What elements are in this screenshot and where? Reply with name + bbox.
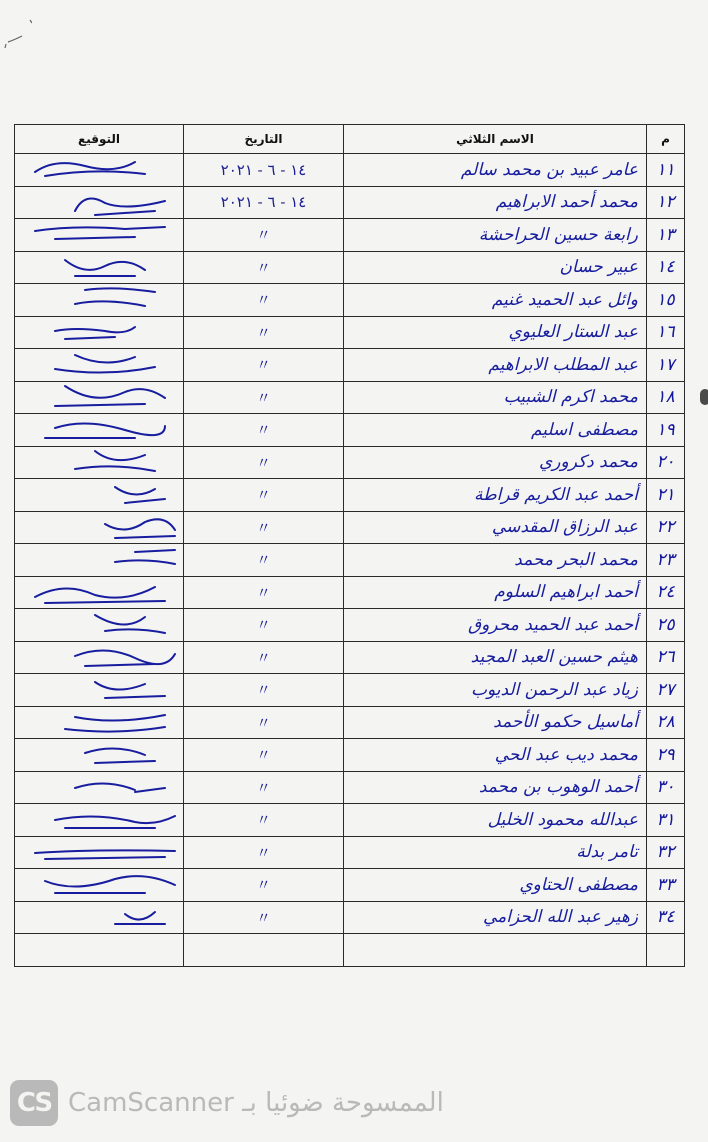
row-full-name: محمد أحمد الابراهيم [344, 186, 647, 219]
handwritten-signature [15, 576, 184, 609]
row-signature [15, 609, 184, 642]
row-signature [15, 804, 184, 837]
row-number: ١١ [647, 154, 685, 187]
handwritten-signature [15, 901, 184, 934]
row-number: ١٥ [647, 284, 685, 317]
row-signature [15, 771, 184, 804]
row-number: ٣٢ [647, 836, 685, 869]
row-date: 〃 [184, 576, 344, 609]
table-row [15, 674, 685, 707]
row-full-name: هيثم حسين العبد المجيد [344, 641, 647, 674]
signature-sheet-table [14, 124, 685, 967]
row-signature [15, 446, 184, 479]
table-row [15, 739, 685, 772]
header-number: م [647, 125, 685, 154]
row-number: ٣١ [647, 804, 685, 837]
handwritten-signature [15, 869, 184, 902]
row-full-name: عامر عبيد بن محمد سالم [344, 154, 647, 187]
row-date: 〃 [184, 381, 344, 414]
row-number: ٢٨ [647, 706, 685, 739]
table-row [15, 836, 685, 869]
row-signature [15, 284, 184, 317]
row-date: 〃 [184, 641, 344, 674]
table-row [15, 349, 685, 382]
table-row [15, 381, 685, 414]
row-date: 〃 [184, 284, 344, 317]
row-date: 〃 [184, 674, 344, 707]
handwritten-signature [15, 446, 184, 479]
row-full-name: عبد المطلب الابراهيم [344, 349, 647, 382]
handwritten-signature [15, 316, 184, 349]
header-date: التاريخ [184, 125, 344, 154]
row-number: ٢٤ [647, 576, 685, 609]
handwritten-signature [15, 414, 184, 447]
table-row [15, 479, 685, 512]
row-number: ٢٧ [647, 674, 685, 707]
table-row [15, 771, 685, 804]
row-signature [15, 576, 184, 609]
row-signature [15, 641, 184, 674]
page-edge-mark [700, 389, 708, 405]
row-signature [15, 154, 184, 187]
row-number: ١٤ [647, 251, 685, 284]
row-number: ٣٤ [647, 901, 685, 934]
handwritten-signature [15, 641, 184, 674]
header-signature: التوقيع [15, 125, 184, 154]
table-row [15, 609, 685, 642]
table-row [15, 901, 685, 934]
table-row [15, 804, 685, 837]
row-full-name: عبد الرزاق المقدسي [344, 511, 647, 544]
handwritten-signature [15, 706, 184, 739]
handwritten-signature [15, 154, 184, 187]
row-date: 〃 [184, 446, 344, 479]
row-signature [15, 219, 184, 252]
handwritten-signature [15, 381, 184, 414]
row-full-name: مصطفى الحتاوي [344, 869, 647, 902]
table-row [15, 284, 685, 317]
empty-row [15, 934, 685, 967]
row-signature [15, 869, 184, 902]
row-number: ١٨ [647, 381, 685, 414]
row-number: ٢٥ [647, 609, 685, 642]
camscanner-text: CamScanner الممسوحة ضوئيا بـ [68, 1088, 444, 1118]
row-date: 〃 [184, 771, 344, 804]
row-full-name: عبد الستار العليوي [344, 316, 647, 349]
row-number: ٢٣ [647, 544, 685, 577]
row-full-name: أحمد الوهوب بن محمد [344, 771, 647, 804]
table-row [15, 544, 685, 577]
row-number: ١٧ [647, 349, 685, 382]
handwritten-signature [15, 251, 184, 284]
table-row [15, 446, 685, 479]
row-full-name: أحمد ابراهيم السلوم [344, 576, 647, 609]
row-full-name: أحمد عبد الكريم قراطة [344, 479, 647, 512]
row-date: 〃 [184, 544, 344, 577]
table-row [15, 186, 685, 219]
row-signature [15, 381, 184, 414]
handwritten-signature [15, 349, 184, 382]
row-date: 〃 [184, 609, 344, 642]
corner-scribble-icon [2, 14, 32, 48]
row-date: 〃 [184, 739, 344, 772]
empty-cell [15, 934, 184, 967]
row-date: 〃 [184, 869, 344, 902]
row-number: ١٣ [647, 219, 685, 252]
handwritten-signature [15, 284, 184, 317]
row-signature [15, 511, 184, 544]
row-number: ٢١ [647, 479, 685, 512]
handwritten-signature [15, 511, 184, 544]
row-full-name: محمد ديب عبد الحي [344, 739, 647, 772]
row-date: 〃 [184, 349, 344, 382]
row-signature [15, 901, 184, 934]
table-row [15, 414, 685, 447]
table-row [15, 706, 685, 739]
handwritten-signature [15, 739, 184, 772]
handwritten-signature [15, 186, 184, 219]
row-full-name: زياد عبد الرحمن الديوب [344, 674, 647, 707]
table-row [15, 154, 685, 187]
row-date: 〃 [184, 316, 344, 349]
row-date: 〃 [184, 836, 344, 869]
header-full-name: الاسم الثلاثي [344, 125, 647, 154]
row-date: ١٤ - ٦ - ٢٠٢١ [184, 186, 344, 219]
row-date: ١٤ - ٦ - ٢٠٢١ [184, 154, 344, 187]
row-number: ٢٩ [647, 739, 685, 772]
row-full-name: عبدالله محمود الخليل [344, 804, 647, 837]
table-row [15, 511, 685, 544]
row-full-name: محمد البحر محمد [344, 544, 647, 577]
empty-cell [184, 934, 344, 967]
row-full-name: تامر بدلة [344, 836, 647, 869]
row-full-name: رابعة حسين الحراحشة [344, 219, 647, 252]
row-date: 〃 [184, 706, 344, 739]
row-date: 〃 [184, 219, 344, 252]
row-number: ٢٠ [647, 446, 685, 479]
row-signature [15, 674, 184, 707]
handwritten-signature [15, 804, 184, 837]
row-signature [15, 186, 184, 219]
row-full-name: أحمد عبد الحميد محروق [344, 609, 647, 642]
row-signature [15, 479, 184, 512]
row-date: 〃 [184, 804, 344, 837]
row-signature [15, 836, 184, 869]
row-date: 〃 [184, 901, 344, 934]
empty-cell [647, 934, 685, 967]
empty-cell [344, 934, 647, 967]
row-date: 〃 [184, 511, 344, 544]
row-date: 〃 [184, 414, 344, 447]
table-row [15, 219, 685, 252]
row-full-name: محمد دكروري [344, 446, 647, 479]
table-row [15, 576, 685, 609]
handwritten-signature [15, 836, 184, 869]
row-date: 〃 [184, 479, 344, 512]
camscanner-logo: CS [10, 1080, 58, 1126]
row-number: ٣٣ [647, 869, 685, 902]
row-signature [15, 414, 184, 447]
row-number: ١٢ [647, 186, 685, 219]
handwritten-signature [15, 771, 184, 804]
row-signature [15, 706, 184, 739]
row-number: ١٩ [647, 414, 685, 447]
table-row [15, 869, 685, 902]
row-full-name: محمد اكرم الشبيب [344, 381, 647, 414]
handwritten-signature [15, 544, 184, 577]
row-full-name: مصطفى اسليم [344, 414, 647, 447]
row-number: ٢٦ [647, 641, 685, 674]
row-signature [15, 251, 184, 284]
row-full-name: عبير حسان [344, 251, 647, 284]
handwritten-signature [15, 674, 184, 707]
row-full-name: وائل عبد الحميد غنيم [344, 284, 647, 317]
handwritten-signature [15, 479, 184, 512]
row-number: ٢٢ [647, 511, 685, 544]
row-signature [15, 316, 184, 349]
table-header-row [15, 125, 685, 154]
table-row [15, 641, 685, 674]
row-full-name: أماسيل حكمو الأحمد [344, 706, 647, 739]
handwritten-signature [15, 609, 184, 642]
camscanner-watermark [10, 1080, 490, 1126]
row-date: 〃 [184, 251, 344, 284]
row-signature [15, 544, 184, 577]
row-full-name: زهير عبد الله الحزامي [344, 901, 647, 934]
table-row [15, 316, 685, 349]
row-number: ١٦ [647, 316, 685, 349]
row-signature [15, 739, 184, 772]
row-signature [15, 349, 184, 382]
handwritten-signature [15, 219, 184, 252]
table-row [15, 251, 685, 284]
row-number: ٣٠ [647, 771, 685, 804]
